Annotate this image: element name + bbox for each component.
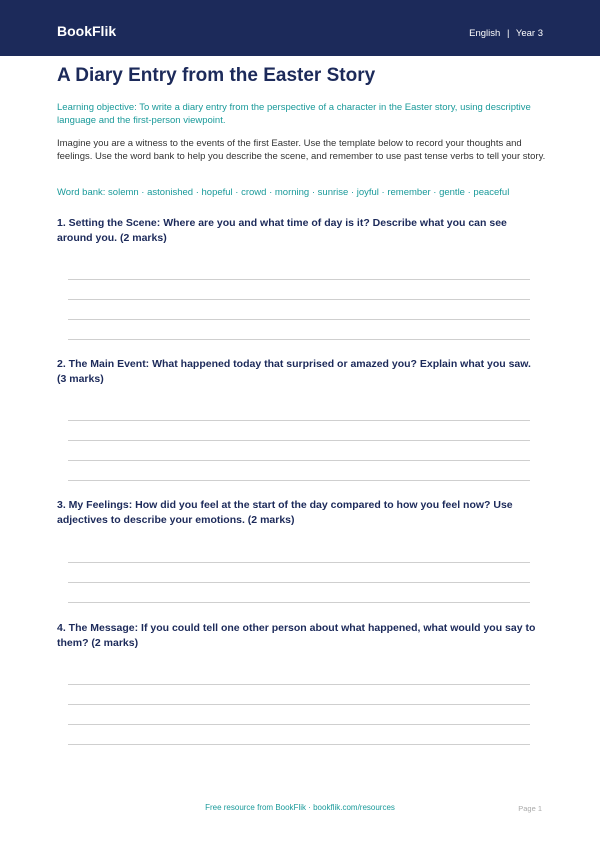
answer-line[interactable] [68,299,530,300]
answer-line[interactable] [68,279,530,280]
answer-line[interactable] [68,602,530,603]
page-header [0,0,600,56]
question-1: 1. Setting the Scene: Where are you and what time of day is it? Describe what you can see around you. (2 marks) [57,217,507,244]
answer-line[interactable] [68,744,530,745]
answer-line[interactable] [68,420,530,421]
answer-line[interactable] [68,440,530,441]
page-title: A Diary Entry from the Easter Story [57,65,376,86]
year-label: Year 3 [515,28,543,39]
answer-line[interactable] [68,460,530,461]
brand-logo[interactable]: BookFlik [57,23,117,39]
answer-line[interactable] [68,339,530,340]
question-3: 3. My Feelings: How did you feel at the start of the day compared to how you feel now? Use adjectives to describe your emotions. (2 marks) [57,499,513,526]
word-bank: Word bank: solemn · astonished · hopeful · crowd · morning · sunrise · joyful · remember · gentle · peaceful [57,187,510,198]
answer-line[interactable] [68,704,530,705]
subject-label: English [469,28,501,39]
footer-resource-link[interactable]: Free resource from BookFlik · bookflik.com/resources [205,803,395,812]
learning-objective: Learning objective: To write a diary entry from the perspective of a character in the Easter story, using descriptive language and the first-person viewpoint. [57,102,531,126]
question-2: 2. The Main Event: What happened today that surprised or amazed you? Explain what you saw. (3 marks) [57,358,531,385]
answer-line[interactable] [68,319,530,320]
meta-separator: | [506,28,510,39]
answer-line[interactable] [68,480,530,481]
page-number: Page 1 [518,804,542,813]
answer-line[interactable] [68,562,530,563]
subject-year-label [469,28,543,39]
question-4: 4. The Message: If you could tell one other person about what happened, what would you say to them? (2 marks) [57,622,536,649]
answer-line[interactable] [68,582,530,583]
intro-paragraph: Imagine you are a witness to the events of the first Easter. Use the template below to record your thoughts and feelings. Use the word bank to help you describe the scene, and remember to use past tense verbs to tell your story. [57,138,546,162]
answer-line[interactable] [68,684,530,685]
answer-line[interactable] [68,724,530,725]
